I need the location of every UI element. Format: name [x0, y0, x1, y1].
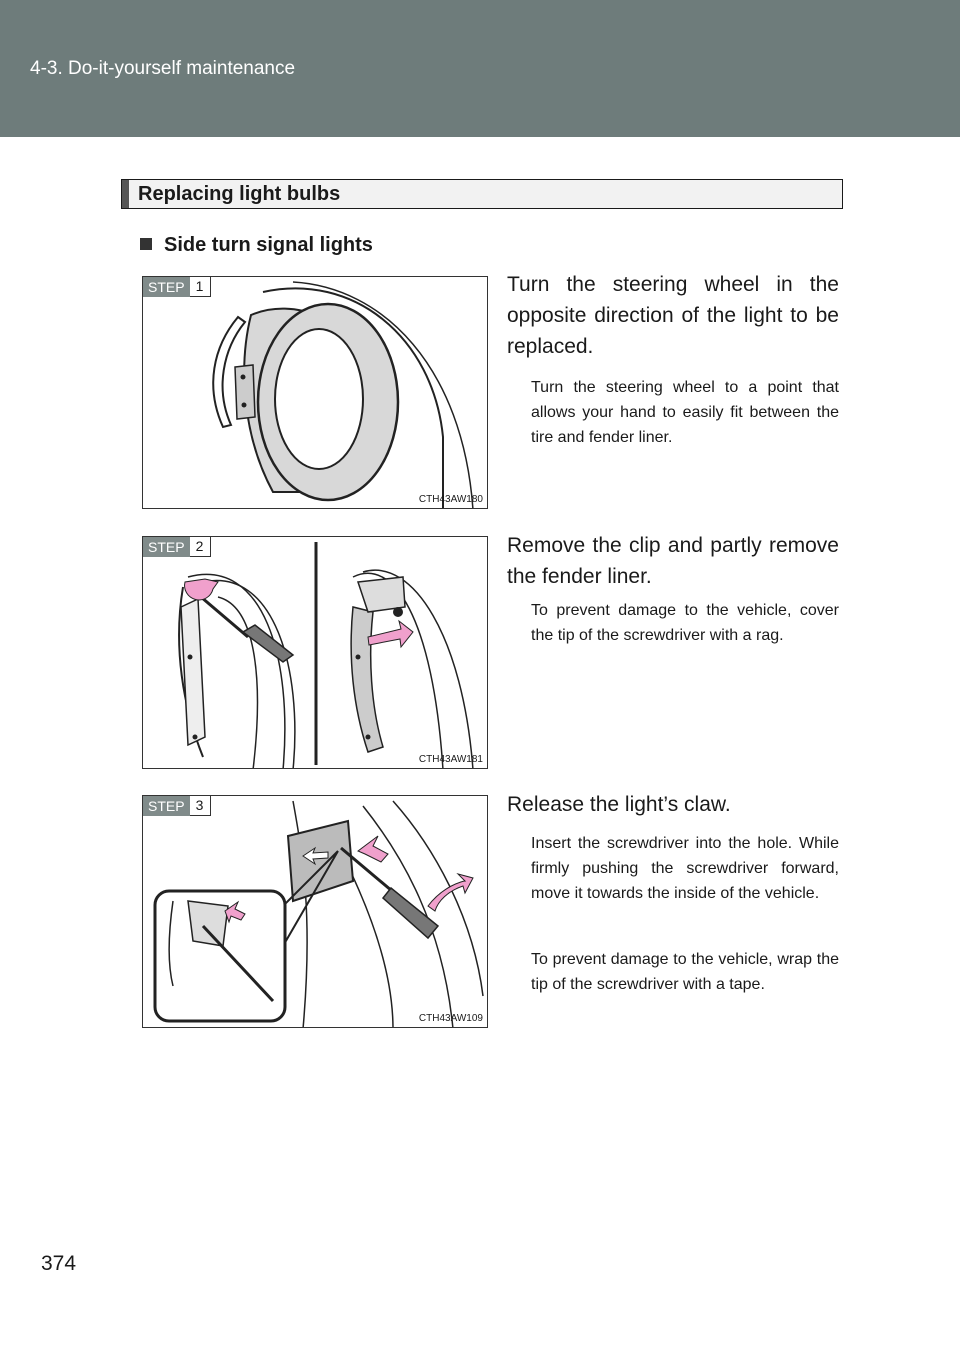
step-badge: [143, 537, 211, 557]
step-3-instruction: Release the light’s claw.: [507, 793, 731, 816]
step-3-note-1: Insert the screwdriver into the hole. While firmly pushing the screwdriver forward, move it towards the inside of the vehicle.: [531, 835, 839, 902]
section-title-bar: [122, 180, 129, 208]
step-number: 2: [190, 537, 211, 557]
step-label: STEP: [143, 796, 190, 816]
step-1-instruction: Turn the steering wheel in the opposite direction of the light to be replaced.: [507, 273, 839, 358]
figure-code: CTH43AW109: [418, 1013, 483, 1024]
section-title-box: [121, 179, 843, 209]
step-2-note: To prevent damage to the vehicle, cover the tip of the screwdriver with a rag.: [531, 602, 839, 644]
step-label: STEP: [143, 277, 190, 297]
step-3-note-2: To prevent damage to the vehicle, wrap the tip of the screwdriver with a tape.: [531, 951, 839, 993]
figure-code: CTH43AW181: [418, 754, 483, 765]
step-1-figure: [142, 276, 488, 509]
step-number: 3: [190, 796, 211, 816]
step-label: STEP: [143, 537, 190, 557]
step-number: 1: [190, 277, 211, 297]
figure-code: CTH43AW180: [418, 494, 483, 505]
clip-removal-illustration: [143, 537, 488, 769]
claw-release-illustration: [143, 796, 488, 1028]
subheading: [140, 234, 373, 257]
header-band: [0, 0, 960, 137]
tire-fender-illustration: [143, 277, 488, 509]
square-bullet-icon: [140, 238, 152, 250]
section-title: Replacing light bulbs: [138, 183, 341, 205]
step-1-note: Turn the steering wheel to a point that allows your hand to easily fit between the tire and fender liner.: [531, 379, 839, 446]
page-number: 374: [41, 1252, 77, 1275]
step-2-figure: [142, 536, 488, 769]
subheading-text: Side turn signal lights: [164, 234, 373, 256]
step-badge: [143, 277, 211, 297]
step-badge: [143, 796, 211, 816]
step-3-figure: [142, 795, 488, 1028]
step-2-instruction: Remove the clip and partly remove the fender liner.: [507, 534, 839, 588]
header-section-label: 4-3. Do-it-yourself maintenance: [30, 58, 296, 79]
